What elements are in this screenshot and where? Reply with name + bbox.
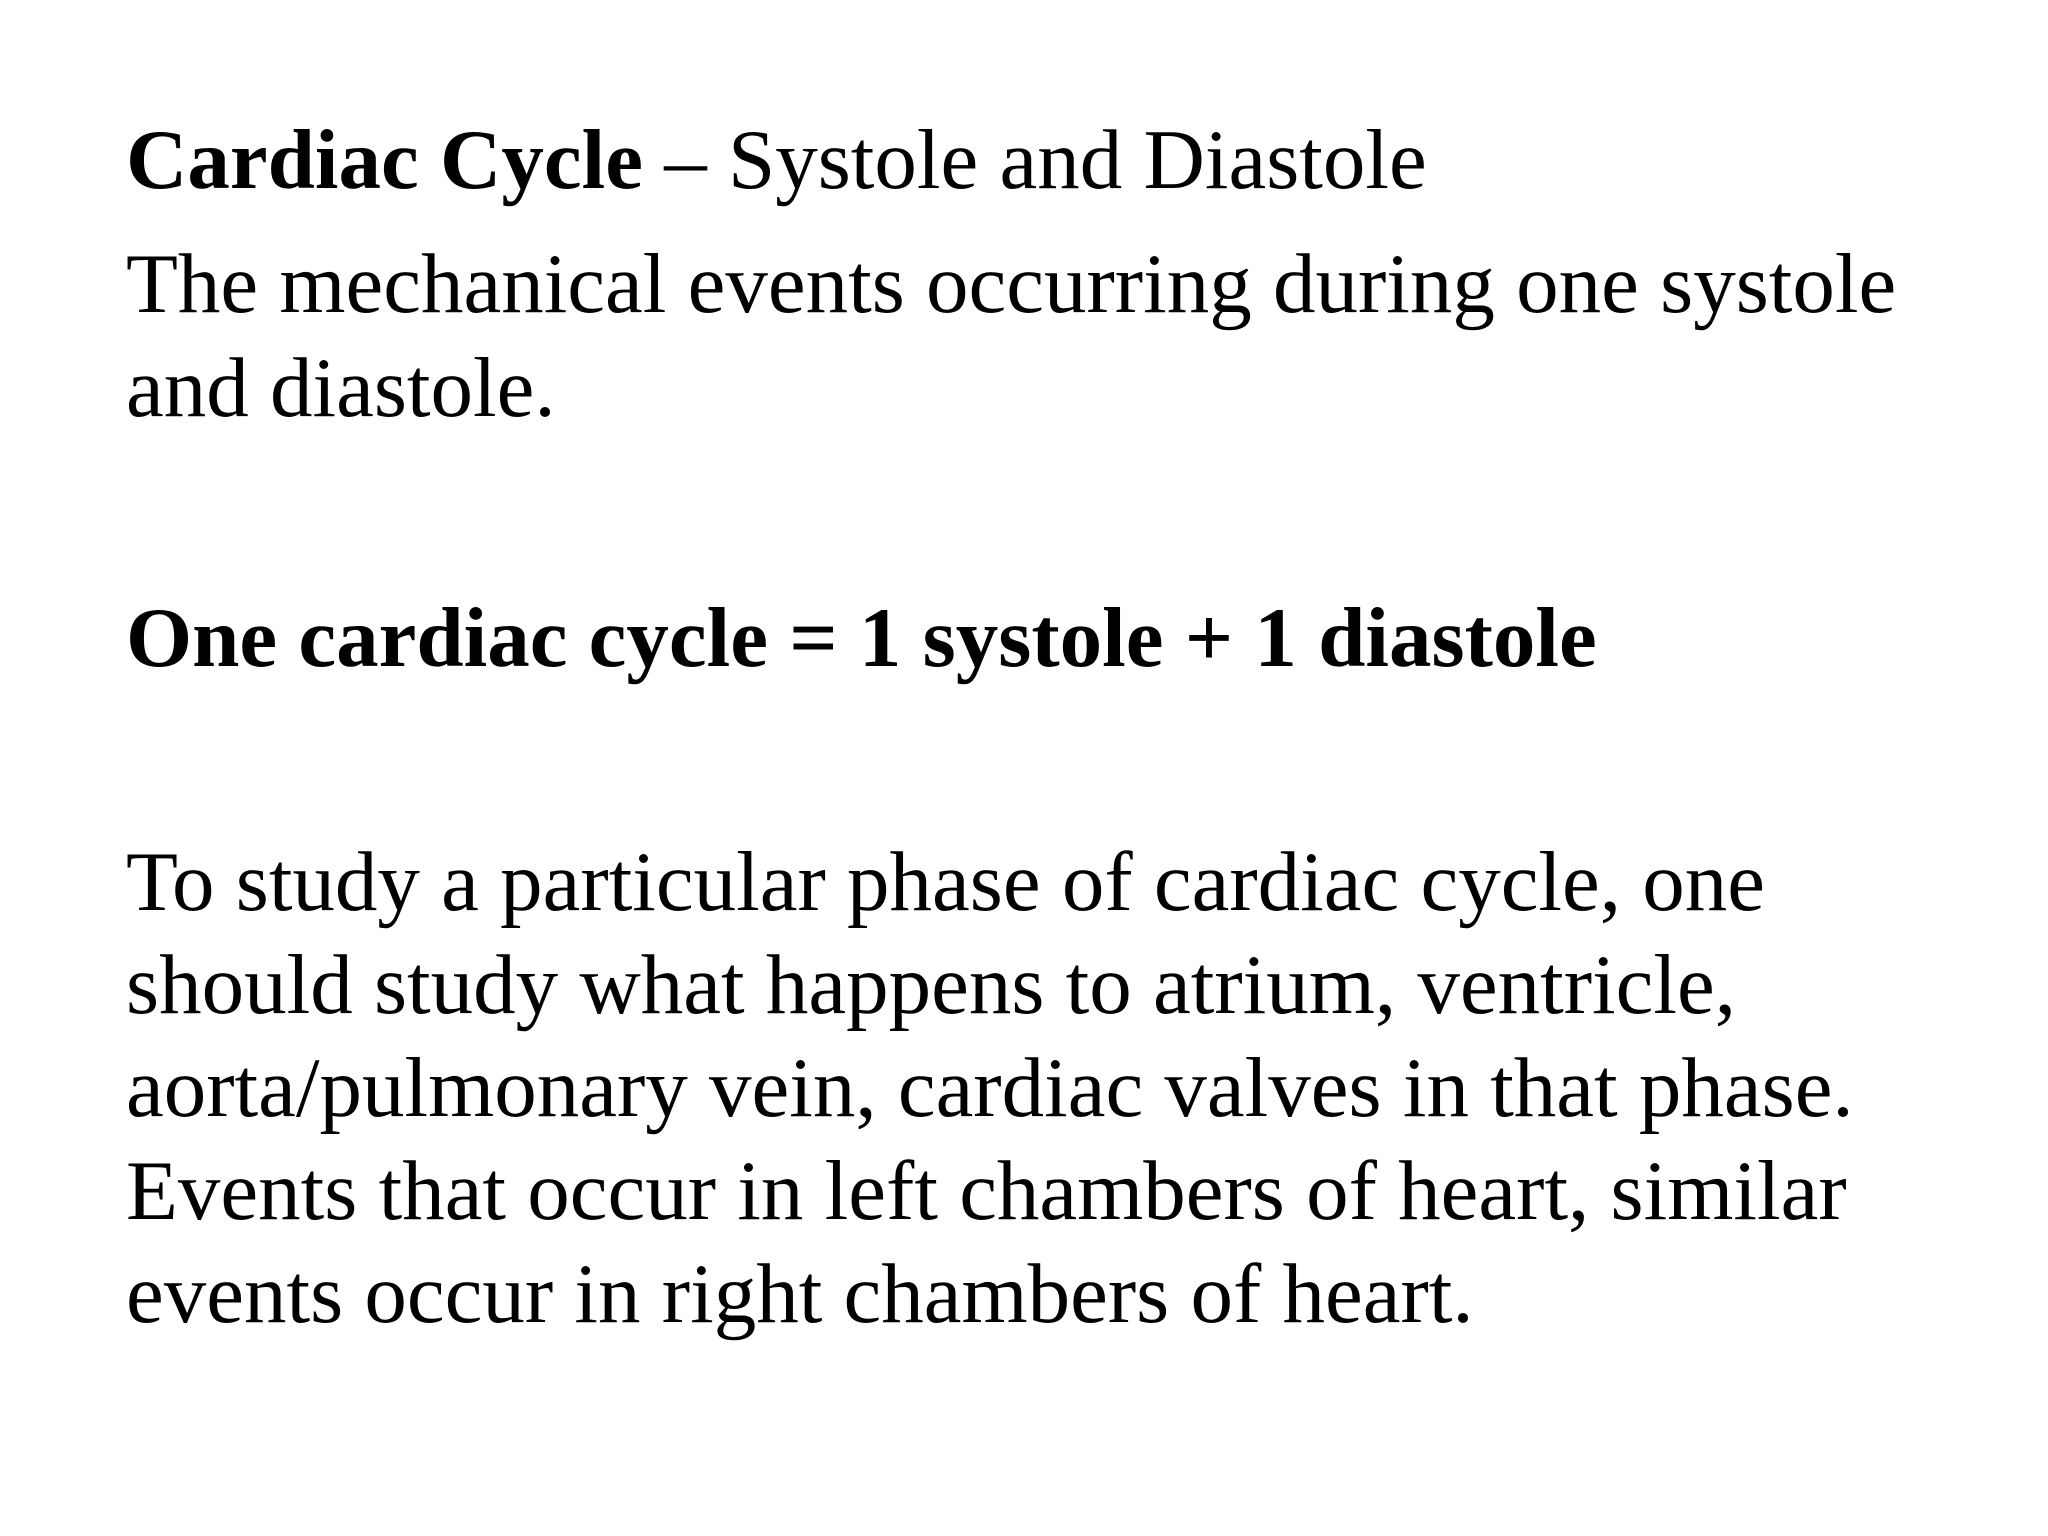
slide-title [126,108,1986,212]
study-paragraph [126,831,1986,1346]
study-line: To study a particular phase of cardiac cycle, one [126,835,1765,929]
intro-line: The mechanical events occurring during one systole [126,237,1897,331]
intro-line: and diastole. [126,341,556,435]
study-line: events occur in right chambers of heart. [126,1247,1474,1341]
study-line: aorta/pulmonary vein, cardiac valves in that phase. [126,1041,1854,1135]
cardiac-cycle-equation: One cardiac cycle = 1 systole + 1 diastole [126,591,1597,685]
study-line: should study what happens to atrium, ventricle, [126,938,1736,1032]
intro-paragraph [126,232,1986,440]
study-line: Events that occur in left chambers of heart, similar [126,1144,1847,1238]
title-bold-text: Cardiac Cycle [126,113,643,207]
title-rest-text: – Systole and Diastole [642,113,1427,207]
